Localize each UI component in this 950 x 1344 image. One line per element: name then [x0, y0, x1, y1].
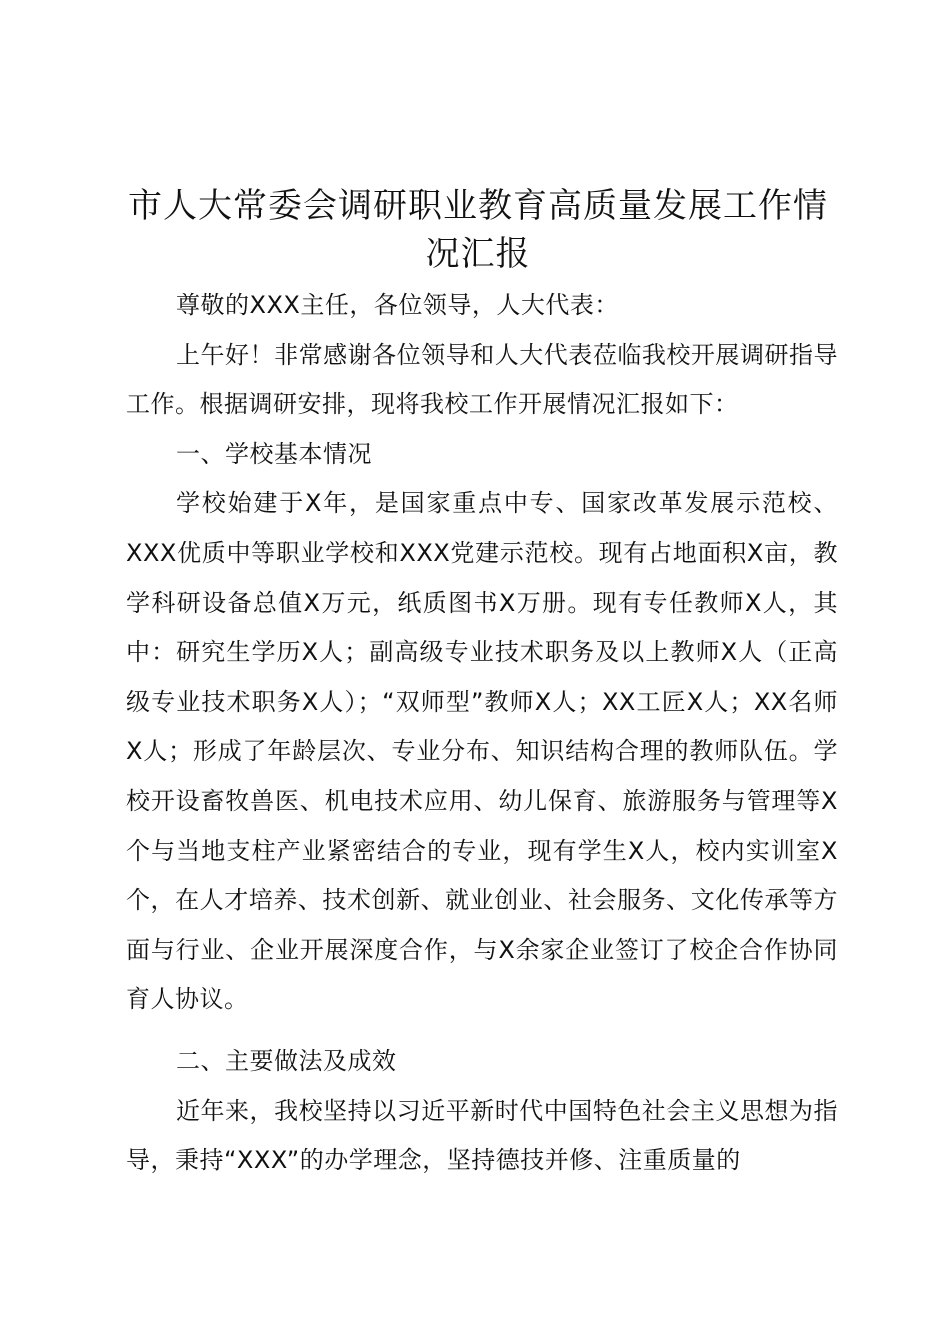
- greeting-paragraph: 上午好！非常感谢各位领导和人大代表莅临我校开展调研指导工作。根据调研安排，现将我校工作开展情况汇报如下：: [126, 340, 838, 419]
- paragraph-gap: [126, 1025, 838, 1037]
- salutation: 尊敬的XXX主任，各位领导，人大代表：: [176, 291, 619, 319]
- document-title: 市人大常委会调研职业教育高质量发展工作情况汇报: [128, 186, 828, 274]
- section-heading-practices: 二、主要做法及成效: [176, 1046, 397, 1075]
- section-paragraph-basic-info: 学校始建于X年，是国家重点中专、国家改革发展示范校、XXX优质中等职业学校和XXX党建示范校。现有占地面积X亩，教学科研设备总值X万元，纸质图书X万册。现有专任教师X人，其中：研究生学历X人；副高级专业技术职务及以上教师X人（正高级专业技术职务X人）；“双师型”教师X人；XX工匠X人；XX名师X人；形成了年龄层次、专业分布、知识结构合理的教师队伍。学校开设畜牧兽医、机电技术应用、幼儿保育、旅游服务与管理等X个与当地支柱产业紧密结合的专业，现有学生X人，校内实训室X个，在人才培养、技术创新、就业创业、社会服务、文化传承等方面与行业、企业开展深度合作，与X余家企业签订了校企合作协同育人协议。: [126, 489, 838, 1014]
- document-body: [126, 281, 838, 1186]
- section-paragraph-practices: 近年来，我校坚持以习近平新时代中国特色社会主义思想为指导，秉持“XXX”的办学理念，坚持德技并修、注重质量的: [126, 1096, 838, 1175]
- section-heading-basic-info: 一、学校基本情况: [176, 439, 372, 468]
